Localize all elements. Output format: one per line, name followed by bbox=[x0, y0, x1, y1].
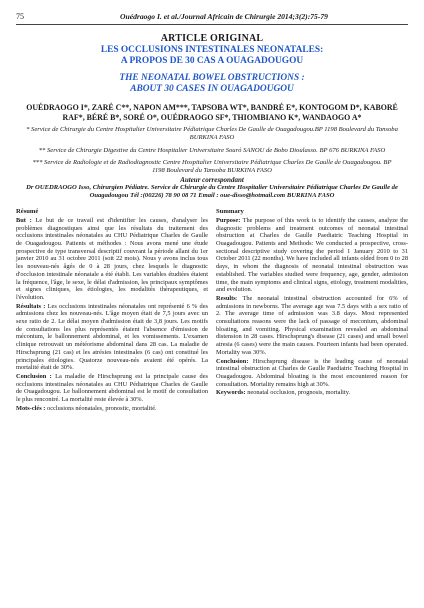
title-french-line: A PROPOS DE 30 CAS A OUAGADOUGOU bbox=[120, 56, 304, 66]
title-french-line: LES OCCLUSIONS INTESTINALES NEONATALES: bbox=[100, 45, 324, 55]
page-number: 75 bbox=[16, 12, 24, 21]
summary-results-label: Results bbox=[216, 294, 236, 302]
correspondence-details: Dr OUEDRAOGO Isso, Chirurgien Pédiatre. Service de Chirurgie du Centre Hospitalier Universitaire Pédiatrique Charles De Gaulle de Ouagadougou Tél :(00226) 78 90 08 71 Email : oue-disso@hotmail.com BURKINA FASO bbox=[26, 184, 398, 200]
resume-conclusion-text: La maladie de Hirschsprung est la principale cause des occlusions intestinales néonatales au CHU Pédiatrique Charles de Gaulle de Ouagadougou. Le ballonnement abdominal est le motif de consultation le plus rencontré. La mortalité reste élevée à 30%. bbox=[16, 372, 208, 404]
resume-aim-paragraph bbox=[16, 217, 208, 302]
summary-keywords-text: neonatal occlusion, prognosis, mortality. bbox=[247, 389, 351, 397]
summary-conclusion-paragraph bbox=[216, 358, 408, 389]
abstract-french bbox=[16, 208, 208, 413]
title-english bbox=[16, 73, 408, 95]
running-header bbox=[16, 12, 408, 25]
resume-keywords-label: Mots-clés : bbox=[16, 404, 46, 412]
title-english-line: ABOUT 30 CASES IN OUAGADOUGOU bbox=[130, 84, 294, 94]
resume-heading: Résumé bbox=[16, 208, 39, 216]
resume-aim-text: Le but de ce travail est d'identifier les causes, d'analyser les problèmes diagnostiques ainsi que les résultats du traitement des occlusions intestinales néonatales au CHU Pédiatrique Charles de Gaulle de Ouagadougou. Patients et méthodes : Nous avons mené une étude prospective de type transversal descriptif couvrant la période allant du 1er janvier 2010 au 31 octobre 2011 (soit 22 mois). Nous y avons inclus tous les nouveau-nés âgés de 0 à 28 jours, chez lesquels le diagnostic d'occlusion intestinale néonatale a été établi. Les variables étudiées étaient la fréquence, l'âge, le sexe, le délai d'admission, les principaux symptômes et signes cliniques, les étiologies, les modalités thérapeutiques, et l'évolution. bbox=[16, 216, 208, 301]
resume-results-label: Résultats : bbox=[16, 302, 46, 310]
summary-results-paragraph bbox=[216, 295, 408, 357]
summary-results-text: : The neonatal intestinal obstruction accounted for 6% of admissions in newborns. The average age was 7.5 days with a sex ratio of 2. The average time of admission was 3.8 days. Most represented consultations reasons were the lack of passage of meconium, abdominal bloating, and vomiting. Physical examination revealed an abdominal distension in 28 cases. Hirschsprung's disease (21 cases) and small bowel atresia (6 cases) were the main causes. Fourteen infants had been operated. Mortality was 30%. bbox=[216, 294, 408, 356]
resume-keywords-paragraph bbox=[16, 405, 208, 413]
resume-keywords-text: occlusions néonatales, pronostic, mortalité. bbox=[47, 404, 157, 412]
affiliation-2: ** Service de Chirurgie Digestive du Centre Hospitalier Universitaire Souró SANOU de Bobo Dioulasso. BP 676 BURKINA FASO bbox=[38, 146, 386, 154]
author-list: OUÉDRAOGO I*, ZARÉ C**, NAPON AM***, TAPSOBA WT*, BANDRÉ E*, KONTOGOM D*, KABORÉ RAF*, BÉRÉ B*, SORÉ O*, OUÉDRAOGO SF*, THIOMBIANO K*, WANDAOGO A* bbox=[26, 103, 398, 122]
resume-results-paragraph bbox=[16, 303, 208, 372]
abstract-columns bbox=[16, 208, 408, 413]
article-type: ARTICLE ORIGINAL bbox=[160, 33, 264, 44]
summary-conclusion-text: Hirschsprung disease is the leading cause of neonatal intestinal obstruction at Charles de Gaulle Paediatric Teaching Hospital in Ouagadougou. Abdominal bloating is the most encountered reason for consultation. Mortality remains high at 30%. bbox=[216, 357, 408, 388]
summary-purpose-paragraph bbox=[216, 217, 408, 294]
journal-citation: Ouédraogo I. et al./Journal Africain de Chirurgie 2014;3(2):75-79 bbox=[120, 12, 328, 21]
summary-keywords-paragraph bbox=[216, 389, 408, 397]
resume-results-text: Les occlusions intestinales néonatales ont représenté 6 % des admissions chez les nouveau-nés. L'âge moyen était de 7,5 jours avec un sexe ratio de 2. Le délai moyen d'admission était de 3,8 jours. Les motifs de consultations les plus représentés étaient l'absence d'émission de méconium, le ballonnement abdominal, et les vomissements. L'examen clinique retrouvait un météorisme abdominal dans 28 cas. La maladie de Hirschsprung (21 cas) et les atrésies intestinales (6 cas) ont constitué les principales étiologies. Quatorze nouveau-nés avaient été opérés. La mortalité était de 30%. bbox=[16, 302, 208, 372]
resume-conclusion-label: Conclusion : bbox=[16, 372, 52, 380]
title-french bbox=[16, 45, 408, 67]
resume-conclusion-paragraph bbox=[16, 373, 208, 404]
affiliation-3: *** Service de Radiologie et de Radiodiagnostic Centre Hospitalier Universitaire Pédiatrique Charles De Gaulle de Ouagadougou. BP 1198 Boulevard du Tansoba BURKINA FASO bbox=[32, 158, 392, 174]
summary-keywords-label: Keywords: bbox=[216, 389, 246, 397]
summary-purpose-text: The purpose of this work is to identify the causes, analyze the diagnostic problems and treatment outcomes of neonatal intestinal obstruction at Charles de Gaulle Paediatric Teaching Hospital in Ouagadougou. Patients and Methods: We conducted a prospective, cross-sectional descriptive study covering the period 1 January 2010 to 31 October 2011 (22 months). We have included all infants olded from 0 to 28 days, in whom the diagnosis of neonatal intestinal obstruction was established. The variables studied were frequency, age, gender, admission time, the main symptoms and clinical signs, etiology, treatment modalities, and evolution. bbox=[216, 216, 408, 294]
affiliation-1: * Service de Chirurgie du Centre Hospitalier Universitaire Pédiatrique Charles De Gaulle de Ouagadougou.BP 1198 Boulevard du Tansoba BURKINA FASO bbox=[26, 126, 398, 142]
resume-aim-label: But : bbox=[16, 216, 32, 224]
summary-conclusion-label: Conclusion: bbox=[216, 357, 249, 365]
abstract-english bbox=[216, 208, 408, 413]
correspondence-heading: Auteur correspondant bbox=[180, 176, 244, 185]
summary-purpose-label: Purpose: bbox=[216, 216, 241, 224]
summary-heading: Summary bbox=[216, 208, 244, 216]
title-english-line: THE NEONATAL BOWEL OBSTRUCTIONS : bbox=[119, 73, 305, 83]
